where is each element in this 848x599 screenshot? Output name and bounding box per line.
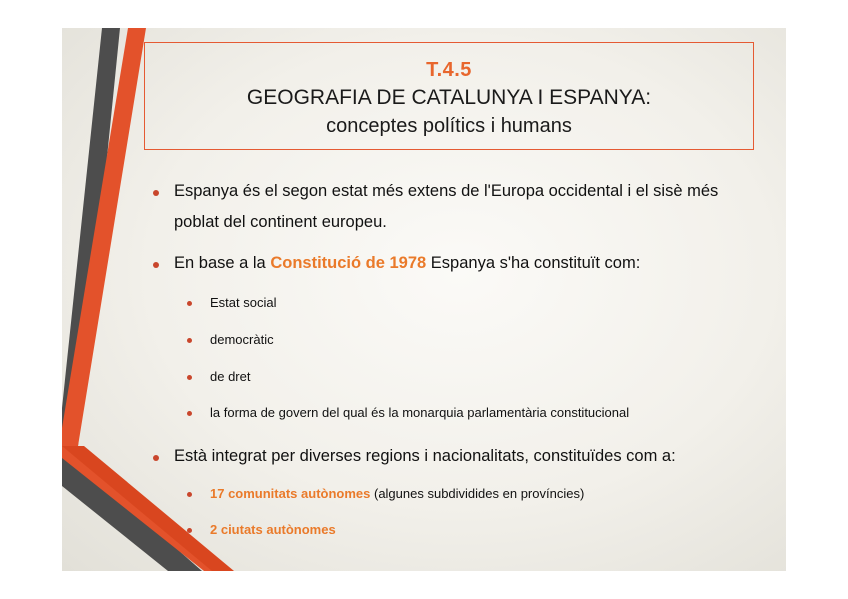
sub-bullet-text <box>210 485 584 503</box>
sub-bullet-dot <box>187 411 192 416</box>
bullet-1-line2: poblat del continent europeu. <box>174 213 387 231</box>
bullet-list <box>62 28 786 571</box>
communities-rest: (algunes subdividides en províncies) <box>370 486 585 501</box>
sub-bullet-text: la forma de govern del qual és la monarquia parlamentària constitucional <box>210 405 630 420</box>
bullet-3-text: Està integrat per diverses regions i nacionalitats, constituïdes com a: <box>174 447 676 465</box>
bullet-dot <box>153 262 159 268</box>
constitution-highlight: Constitució de 1978 <box>270 254 427 272</box>
title-main: GEOGRAFIA DE CATALUNYA I ESPANYA: <box>246 86 652 109</box>
sub-bullet-dot <box>187 375 192 380</box>
sub-bullet-dot <box>187 338 192 343</box>
bullet-2-prefix: En base a la <box>174 254 271 272</box>
bullet-dot <box>153 190 159 196</box>
slide <box>62 28 786 571</box>
sub-bullet-text: Estat social <box>210 295 277 310</box>
title-code: T.4.5 <box>426 59 472 81</box>
bullet-1-line1: Espanya és el segon estat més extens de l'Europa occidental i el sisè més <box>174 182 719 200</box>
sub-bullet-text: de dret <box>210 369 251 384</box>
bullet-dot <box>153 455 159 461</box>
sub-bullet-dot <box>187 301 192 306</box>
title-sub: conceptes polítics i humans <box>326 115 572 137</box>
communities-highlight: 17 comunitats autònomes <box>210 486 371 501</box>
cities-highlight: 2 ciutats autònomes <box>210 522 336 537</box>
bullet-2-suffix: Espanya s'ha constituït com: <box>426 254 641 272</box>
sub-bullet-text: democràtic <box>210 332 274 347</box>
sub-bullet-dot <box>187 492 192 497</box>
sub-bullet-dot <box>187 528 192 533</box>
bullet-2-text <box>174 248 640 279</box>
